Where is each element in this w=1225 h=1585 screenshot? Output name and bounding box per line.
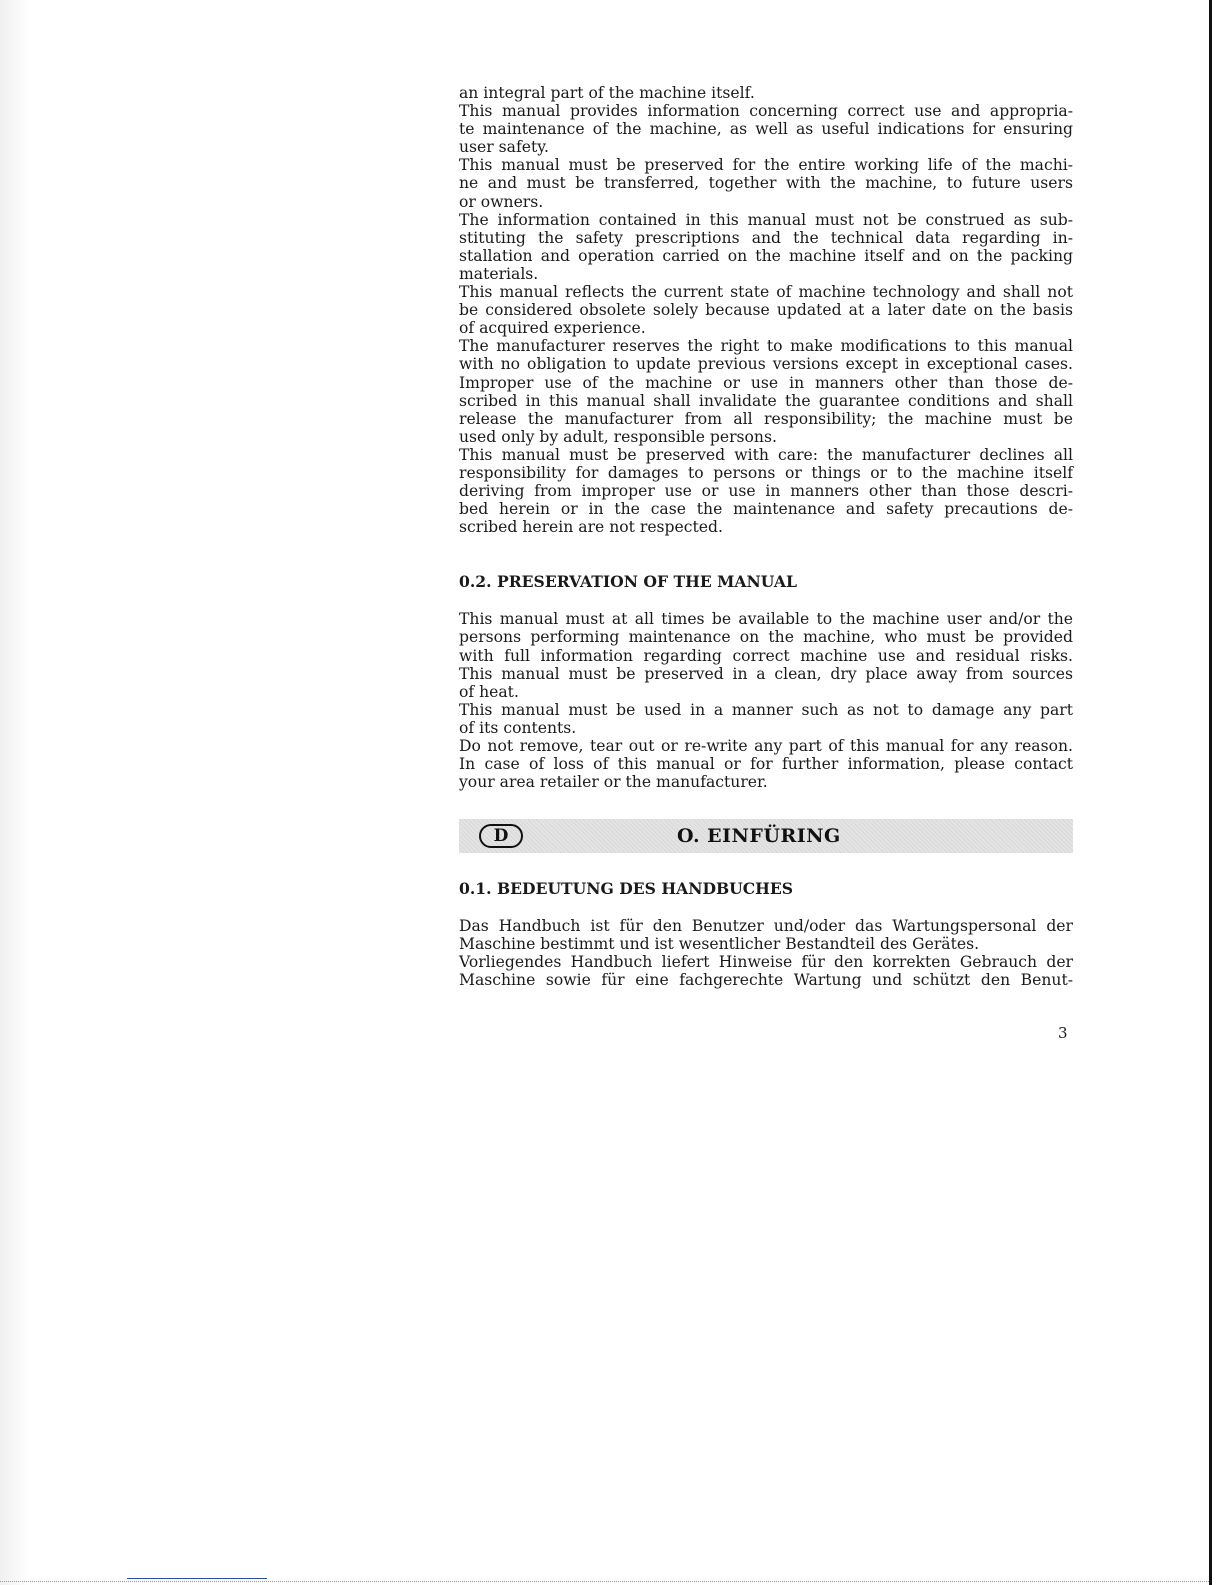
text-line: used only by adult, responsible persons. <box>459 427 777 446</box>
page-content <box>459 84 1073 791</box>
text-line: of heat. <box>459 682 519 701</box>
text-line: Vorliegendes Handbuch liefert Hinweise für den korrekten Gebrauch der <box>459 953 1073 972</box>
scan-shadow <box>0 0 30 1585</box>
text-line: This manual must be preserved for the entire working life of the machi- <box>459 156 1073 175</box>
language-badge-d: D <box>479 824 523 848</box>
text-line: persons performing maintenance on the machine, who must be provided <box>459 628 1073 647</box>
text-line: of its contents. <box>459 718 577 737</box>
text-line: This manual must be preserved with care: the manufacturer declines all <box>459 445 1073 464</box>
text-line: te maintenance of the machine, as well as useful indications for ensuring <box>459 120 1073 139</box>
text-line: This manual reflects the current state of machine technology and shall not <box>459 283 1073 302</box>
german-paragraphs <box>459 917 1073 989</box>
page-edge-border <box>1209 0 1225 1585</box>
german-content <box>459 880 1073 989</box>
text-line: with full information regarding correct machine use and residual risks. <box>459 646 1073 665</box>
text-line: release the manufacturer from all responsibility; the machine must be <box>459 409 1073 428</box>
text-line: The manufacturer reserves the right to make modifications to this manual <box>459 337 1073 356</box>
text-line: Maschine bestimmt und ist wesentlicher Bestandteil des Gerätes. <box>459 935 980 954</box>
text-line: of acquired experience. <box>459 319 646 338</box>
text-line: your area retailer or the manufacturer. <box>459 773 768 792</box>
text-line: scribed in this manual shall invalidate the guarantee conditions and shall <box>459 391 1073 410</box>
banner-title: O. EINFÜRING <box>677 825 841 847</box>
section-heading-preservation: 0.2. PRESERVATION OF THE MANUAL <box>459 572 797 592</box>
bottom-dotted-rule <box>0 1581 1209 1582</box>
text-line: ne and must be transferred, together with the machine, to future users <box>459 174 1073 193</box>
intro-paragraphs <box>459 84 1073 536</box>
text-line: responsibility for damages to persons or things or to the machine itself <box>459 463 1073 482</box>
text-line: This manual must be used in a manner such as not to damage any part <box>459 700 1073 719</box>
text-line: stallation and operation carried on the machine itself and on the packing <box>459 246 1073 265</box>
text-line: Do not remove, tear out or re-write any part of this manual for any reason. <box>459 737 1073 755</box>
text-line: In case of loss of this manual or for further information, please contact <box>459 755 1073 774</box>
bottom-blue-rule <box>127 1578 267 1579</box>
text-line: with no obligation to update previous versions except in exceptional cases. <box>459 355 1073 374</box>
text-line: Improper use of the machine or use in manners other than those de- <box>459 373 1073 392</box>
text-line: The information contained in this manual must not be construed as sub- <box>459 210 1073 229</box>
text-line: bed herein or in the case the maintenance and safety precautions de- <box>459 500 1073 519</box>
text-line: This manual provides information concerning correct use and appropria- <box>459 102 1073 121</box>
page-number: 3 <box>1058 1024 1068 1042</box>
text-line: scribed herein are not respected. <box>459 518 723 537</box>
text-line: This manual must be preserved in a clean, dry place away from sources <box>459 664 1073 683</box>
text-line: user safety. <box>459 138 549 157</box>
text-line: an integral part of the machine itself. <box>459 84 755 102</box>
text-line: This manual must at all times be available to the machine user and/or the <box>459 610 1073 629</box>
section-heading-bedeutung: 0.1. BEDEUTUNG DES HANDBUCHES <box>459 879 794 898</box>
language-banner-german <box>459 819 1073 853</box>
text-line: materials. <box>459 264 539 283</box>
text-line: stituting the safety prescriptions and the technical data regarding in- <box>459 228 1073 247</box>
text-line: Das Handbuch ist für den Benutzer und/oder das Wartungspersonal der <box>459 917 1073 935</box>
text-line: deriving from improper use or use in manners other than those descri- <box>459 482 1073 501</box>
text-line: be considered obsolete solely because updated at a later date on the basis <box>459 301 1073 320</box>
text-line: or owners. <box>459 192 544 211</box>
text-line: Maschine sowie für eine fachgerechte Wartung und schützt den Benut- <box>459 971 1073 990</box>
preservation-paragraphs <box>459 610 1073 791</box>
